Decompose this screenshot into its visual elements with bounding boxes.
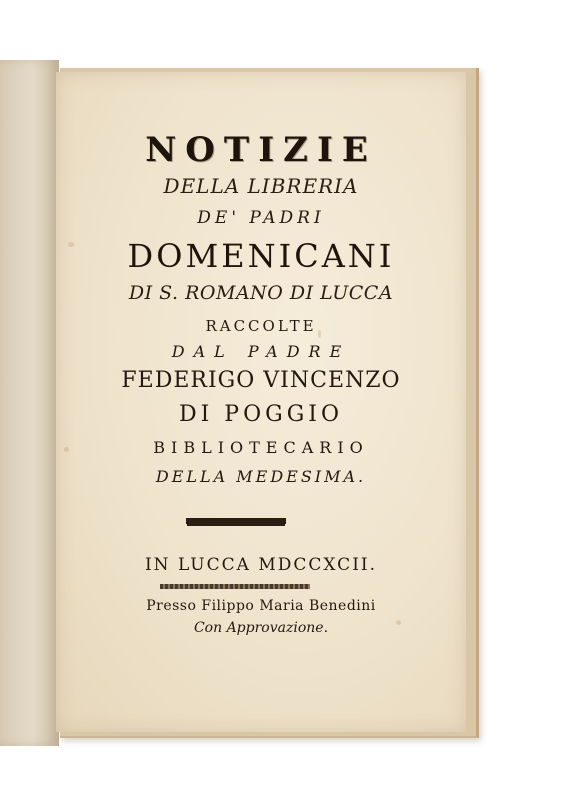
title-line-de-padri: DE' PADRI <box>197 208 325 228</box>
author-surname: DI POGGIO <box>178 402 344 427</box>
ornamental-rule <box>160 584 310 589</box>
title-line-bibliotecario: BIBLIOTECARIO <box>153 438 369 457</box>
title-line-della-libreria: DELLA LIBRERIA <box>163 174 359 198</box>
title-line-di-s-romano: DI S. ROMANO DI LUCCA <box>128 282 394 304</box>
imprint-place-date: IN LUCCA MDCCXCII. <box>144 555 378 575</box>
title-page <box>56 72 466 732</box>
title-line-raccolte: RACCOLTE <box>205 317 317 335</box>
title-line-dal-padre: DAL PADRE <box>171 342 351 361</box>
author-name: FEDERIGO VINCENZO <box>121 368 401 393</box>
printer-line: Presso Filippo Maria Benedini <box>146 598 376 614</box>
divider-rule <box>186 518 286 524</box>
approval-line: Con Approvazione. <box>193 620 329 636</box>
book-cover-left-edge <box>0 60 59 746</box>
title-line-della-medesima: DELLA MEDESIMA. <box>155 467 367 486</box>
title-line-domenicani: DOMENICANI <box>127 237 395 275</box>
page-title: NOTIZIE <box>145 130 377 170</box>
